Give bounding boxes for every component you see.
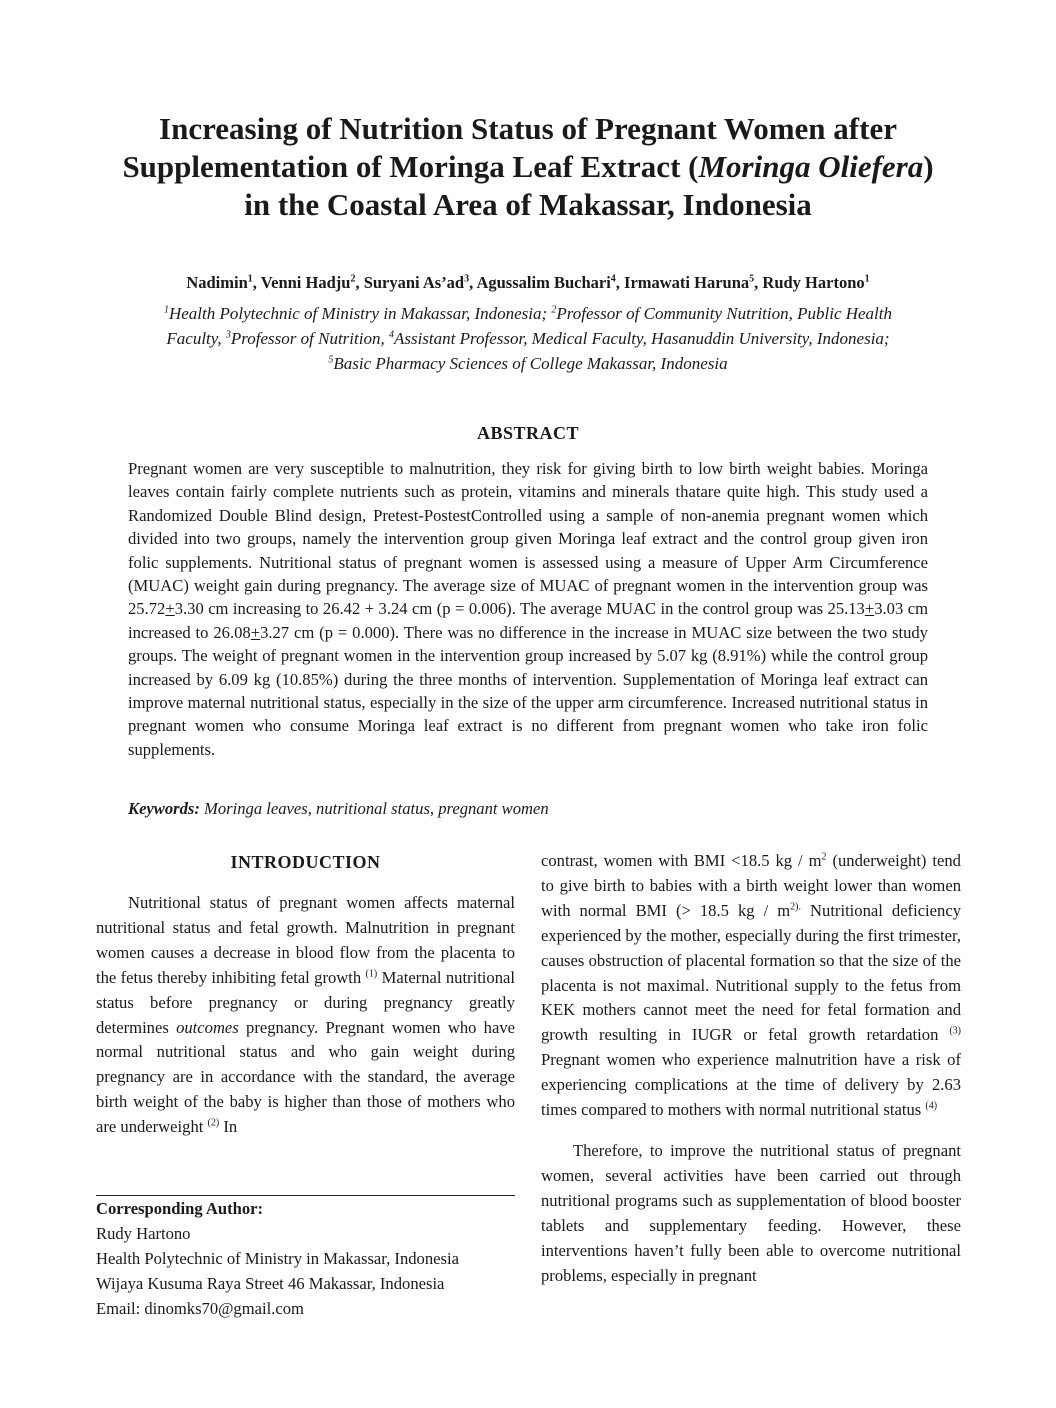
superscript: 2 bbox=[821, 851, 827, 863]
abstract-text: Pregnant women are very susceptible to malnutrition, they risk for giving birth to low birth weight babies. Moringa leaves contain fairly complete nutrients such as protein, vitamins and minerals thatare quite high. This study used a Randomized Double Blind design, Pretest-PostestControlled using a sample of non-anemia pregnant women which divided into two groups, namely the intervention group given Moringa leaf extract and the control group given iron folic supplements. Nutritional status of pregnant women is assessed using a measure of Upper Arm Circumference (MUAC) weight gain during pregnancy. The average size of MUAC of pregnant women in the intervention group was 25.72 bbox=[128, 459, 928, 619]
corresponding-author-label: Corresponding Author: bbox=[96, 1199, 264, 1218]
paragraph-text: Nutritional deficiency experienced by the mother, especially during the first trimester, causes obstruction of placental formation so that the size of the placenta is not maximal. Nutritional supply to the fetus from KEK mothers cannot meet the need for fetal formation and growth resulting in IUGR or fetal growth retardation bbox=[541, 900, 961, 1045]
author-affiliation-mark: 1 bbox=[247, 273, 253, 285]
title-line-2-start: Supplementation of Moringa Leaf Extract ( bbox=[122, 149, 699, 184]
paragraph-text: Nutritional status of pregnant women affects maternal nutritional status and fetal growth. Malnutrition in pregnant women causes a decrease in blood flow from the placenta to the fetus thereby inhibiting fetal growth bbox=[96, 893, 515, 987]
right-column bbox=[541, 849, 961, 1288]
citation-ref: (4) bbox=[925, 1100, 938, 1112]
abstract-text: 3.27 cm (p = 0.000). There was no difference in the increase in MUAC size between the two study groups. The weight of pregnant women in the intervention group increased by 5.07 kg (8.91%) while the control group increased by 6.09 kg (10.85%) during the three months of intervention. Supplementation of Moringa leaf extract can improve maternal nutritional status, especially in the size of the upper arm circumference. Increased nutritional status in pregnant women who consume Moringa leaf extract is no different from pregnant women who take iron folic supplements. bbox=[128, 622, 928, 759]
author bbox=[364, 273, 477, 292]
corresponding-author-address: Wijaya Kusuma Raya Street 46 Makassar, Indonesia bbox=[96, 1273, 445, 1293]
author-name: Venni Hadju bbox=[260, 273, 351, 292]
affiliation-text: Faculty, bbox=[166, 329, 226, 348]
author-list bbox=[60, 271, 996, 295]
affiliation-mark: 3 bbox=[225, 329, 231, 341]
title-line-3: in the Coastal Area of Makassar, Indonesia bbox=[244, 187, 812, 222]
emphasized-term: outcomes bbox=[176, 1017, 239, 1037]
author-affiliation-mark: 5 bbox=[749, 273, 755, 285]
paragraph-text: pregnancy. Pregnant women who have normal nutritional status and who gain weight during pregnancy are in accordance with the standard, the average birth weight of the baby is higher than those of mothers who are underweight bbox=[96, 1017, 516, 1137]
author-affiliation-mark: 4 bbox=[610, 273, 616, 285]
citation-ref: (1) bbox=[365, 968, 378, 980]
author-name: Rudy Hartono bbox=[762, 273, 865, 292]
abstract-text: 3.30 cm increasing to 26.42 + 3.24 cm (p = 0.006). The average MUAC in the control group was 25.13 bbox=[174, 599, 865, 619]
affiliation-text: Health Polytechnic of Ministry in Makassar, Indonesia; bbox=[168, 304, 552, 323]
affiliation-mark: 1 bbox=[163, 304, 169, 316]
introduction-paragraph-continued bbox=[541, 849, 961, 1123]
abstract-body bbox=[128, 457, 928, 761]
citation-ref: (2) bbox=[207, 1117, 220, 1129]
keywords-text: Moringa leaves, nutritional status, pregnant women bbox=[199, 799, 549, 818]
author-separator: , bbox=[469, 273, 477, 292]
affiliation-mark: 5 bbox=[328, 354, 334, 366]
author-name: Irmawati Haruna bbox=[624, 273, 750, 292]
citation-ref: (3) bbox=[949, 1025, 961, 1037]
paragraph-text: (underweight) tend to give birth to babies with a birth weight lower than women with normal BMI (> 18.5 kg / m bbox=[541, 851, 961, 920]
author-name: Nadimin bbox=[186, 273, 248, 292]
left-column bbox=[96, 849, 515, 1140]
author-separator: , bbox=[355, 273, 364, 292]
plus-minus-sign: + bbox=[864, 599, 875, 619]
paper-title bbox=[60, 110, 996, 224]
author-affiliation-mark: 2 bbox=[350, 273, 356, 285]
affiliation-text: Basic Pharmacy Sciences of College Makassar, Indonesia bbox=[333, 354, 728, 373]
corresponding-author-name: Rudy Hartono bbox=[96, 1223, 191, 1243]
author-separator: , bbox=[615, 273, 625, 292]
author-separator: , bbox=[754, 273, 763, 292]
affiliation-text: Professor of Community Nutrition, Public Health bbox=[556, 304, 893, 323]
affiliation-line-3 bbox=[110, 351, 946, 376]
author bbox=[476, 273, 624, 292]
plus-minus-sign: + bbox=[165, 599, 175, 619]
introduction-paragraph: Therefore, to improve the nutritional status of pregnant women, several activities have been carried out through nutritional programs such as supplementation of blood booster tablets and supplementary feeding. However, these interventions haven’t fully been able to overcome nutritional problems, especially in pregnant bbox=[541, 1140, 961, 1285]
title-line-2-end: ) bbox=[923, 149, 934, 184]
author-name: Agussalim Buchari bbox=[476, 273, 611, 292]
plus-minus-sign: + bbox=[250, 622, 261, 642]
author-affiliation-mark: 3 bbox=[464, 273, 470, 285]
affiliation-text: Professor of Nutrition, bbox=[230, 329, 389, 348]
affiliation-text: Assistant Professor, Medical Faculty, Hasanuddin University, Indonesia; bbox=[393, 329, 890, 348]
title-line-2 bbox=[60, 148, 996, 186]
author bbox=[624, 273, 762, 292]
keywords bbox=[128, 797, 928, 821]
affiliation-line-2 bbox=[110, 326, 946, 351]
paragraph-text: In bbox=[219, 1117, 238, 1137]
corresponding-author-email: Email: dinomks70@gmail.com bbox=[96, 1298, 304, 1318]
corresponding-author-institution: Health Polytechnic of Ministry in Makassar, Indonesia bbox=[96, 1248, 459, 1268]
introduction-heading: INTRODUCTION bbox=[230, 852, 381, 872]
author bbox=[261, 273, 364, 292]
paragraph-text: Maternal nutritional status before pregnancy or during pregnancy greatly determines bbox=[96, 967, 515, 1037]
title-species-name: Moringa Oliefera bbox=[698, 149, 924, 184]
affiliations bbox=[110, 301, 946, 376]
title-line-1: Increasing of Nutrition Status of Pregnant Women after bbox=[159, 111, 897, 146]
author bbox=[186, 273, 260, 292]
affiliation-line-1 bbox=[110, 301, 946, 326]
author-affiliation-mark: 1 bbox=[864, 273, 870, 285]
corresponding-author bbox=[96, 1195, 515, 1322]
superscript: 2). bbox=[790, 901, 801, 913]
author-name: Suryani As’ad bbox=[363, 273, 465, 292]
author-separator: , bbox=[252, 273, 261, 292]
paragraph-text: contrast, women with BMI <18.5 kg / m bbox=[541, 851, 822, 870]
keywords-label: Keywords: bbox=[128, 799, 200, 818]
introduction-paragraph bbox=[96, 891, 515, 1140]
paragraph-text: Pregnant women who experience malnutrition have a risk of experiencing complications at the time of delivery by 2.63 times compared to mothers with normal nutritional status bbox=[541, 1050, 961, 1120]
abstract-heading: ABSTRACT bbox=[476, 423, 580, 443]
author bbox=[762, 273, 869, 292]
affiliation-mark: 4 bbox=[388, 329, 394, 341]
affiliation-mark: 2 bbox=[551, 304, 557, 316]
abstract-text: 3.03 cm increased to 26.08 bbox=[128, 599, 928, 642]
paragraph-gap bbox=[541, 1123, 961, 1139]
